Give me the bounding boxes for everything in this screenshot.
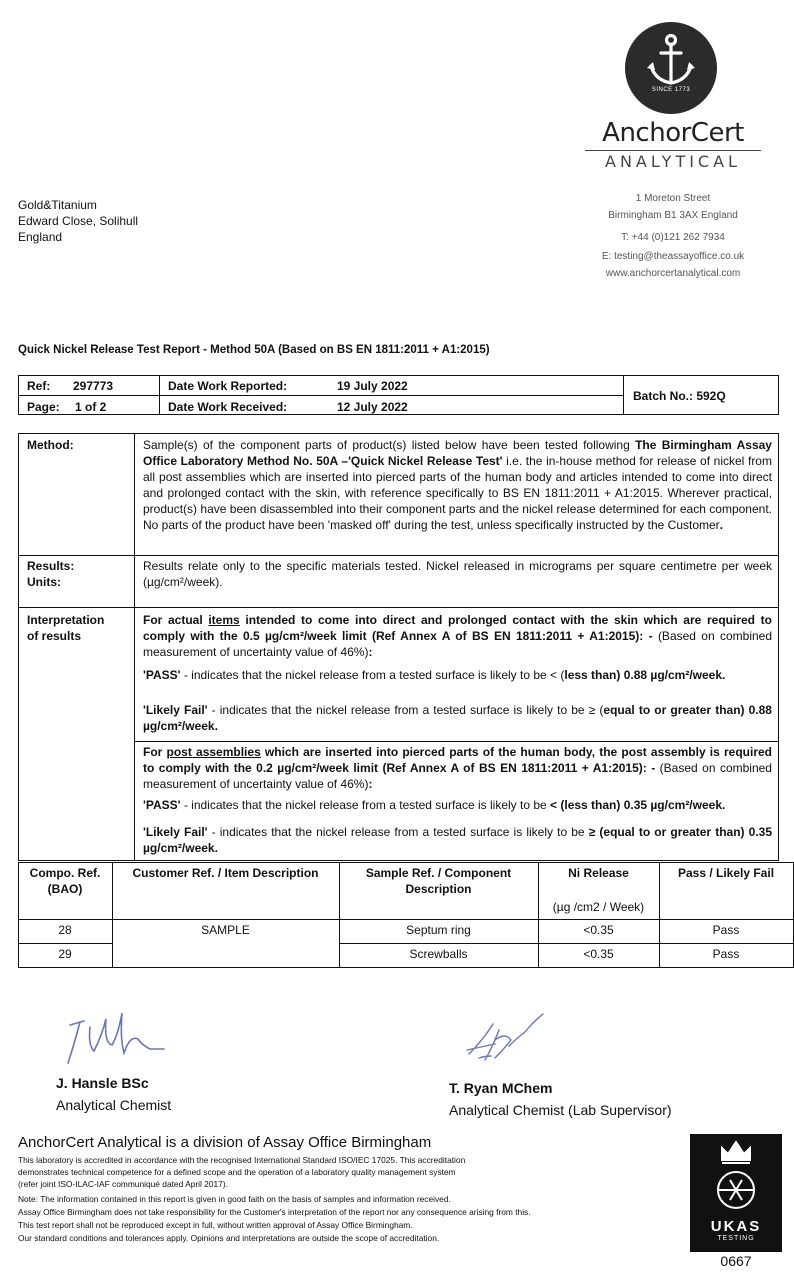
- ukas-word: UKAS: [710, 1218, 762, 1235]
- ref-label: Ref:: [27, 379, 51, 393]
- page-value: 1 of 2: [75, 400, 107, 414]
- date-reported-value: 19 July 2022: [337, 379, 408, 393]
- units-label: Units:: [27, 575, 61, 589]
- sample-cell: Screwballs: [409, 947, 468, 961]
- items-pass-definition: 'PASS' - indicates that the nickel release from a tested surface is likely to be < (less than) 0.88 µg/cm²/week.: [143, 668, 726, 682]
- signatory-title-2: Analytical Chemist (Lab Supervisor): [449, 1102, 672, 1118]
- ni-release-cell: <0.35: [583, 923, 614, 937]
- signatory-title-1: Analytical Chemist: [56, 1097, 172, 1113]
- compo-ref-cell: 29: [58, 947, 72, 961]
- customer-ref-cell: SAMPLE: [201, 923, 250, 937]
- method-label: Method:: [27, 438, 74, 452]
- logo-since-text: SINCE 1773: [651, 87, 691, 93]
- date-received-label: Date Work Received:: [168, 400, 288, 414]
- signatory-name-1: J. Hansle BSc: [56, 1075, 149, 1091]
- brand-divider: [585, 150, 761, 151]
- results-text: Results relate only to the specific materials tested. Nickel released in micrograms per square centimetre per week (µg/cm²/week).: [143, 559, 772, 589]
- sample-cell: Septum ring: [406, 923, 471, 937]
- page-label: Page:: [27, 400, 60, 414]
- anchor-logo: [625, 22, 717, 114]
- interpretation-label: Interpretation: [27, 613, 105, 627]
- address-line: 1 Moreton Street: [635, 193, 711, 204]
- signature-ryan: [455, 1010, 555, 1070]
- footer-note: Note: The information contained in this report is given in good faith on the basis of samples and information received.: [18, 1194, 451, 1204]
- website: www.anchorcertanalytical.com: [605, 268, 741, 279]
- recipient-line: England: [18, 230, 63, 244]
- address-line: Birmingham B1 3AX England: [608, 210, 738, 221]
- report-title: Quick Nickel Release Test Report - Method 50A (Based on BS EN 1811:2011 + A1:2015): [18, 344, 490, 356]
- col-header-ni-units: (µg /cm2 / Week): [552, 900, 645, 914]
- crown-icon: [690, 1134, 782, 1218]
- col-header-customer-ref: Customer Ref. / Item Description: [132, 866, 319, 880]
- col-header-sample-ref: Sample Ref. / Component Description: [365, 866, 512, 896]
- batch-number: Batch No.: 592Q: [633, 389, 726, 403]
- result-cell: Pass: [712, 923, 740, 937]
- footer-note: Assay Office Birmingham does not take responsibility for the Customer's interpretation of the report nor any consequence arising from this.: [18, 1207, 531, 1217]
- results-label: Results:: [27, 559, 75, 573]
- footer-note: demonstrates technical competence for a defined scope and the operation of a laboratory quality management system: [18, 1167, 456, 1177]
- brand-subtitle: ANALYTICAL: [605, 152, 741, 171]
- brand-name: AnchorCert: [602, 118, 744, 148]
- method-text: Sample(s) of the component parts of product(s) listed below have been tested following The Birmingham Assay Office Laboratory Method No. 50A –'Quick Nickel Release Test' i.e. the in-house method for release of nickel from all post assemblies which are inserted into pierced parts of the human body and articles intended to come into direct and prolonged contact with the skin, with reference specifically to BS EN 1811:2011 + A1:2015. Wherever practical, product(s) have been disassembled into their component parts and the nickel release determined for each component. No parts of the product have been 'masked off' during the test, unless specifically instructed by the Customer.: [143, 438, 772, 532]
- post-fail-definition: 'Likely Fail' - indicates that the nickel release from a tested surface is likely to be ≥ (equal to or greater than) 0.35 µg/cm²/week.: [143, 825, 772, 855]
- ni-release-cell: <0.35: [583, 947, 614, 961]
- anchor-icon: [625, 22, 717, 114]
- reference-table: [18, 375, 779, 415]
- footer-note: (refer joint ISO-ILAC-IAF communiqué dated April 2017).: [18, 1179, 228, 1189]
- col-header-pass-fail: Pass / Likely Fail: [677, 866, 775, 880]
- items-fail-definition: 'Likely Fail' - indicates that the nickel release from a tested surface is likely to be ≥ (equal to or greater than) 0.88 µg/cm²/week.: [143, 703, 772, 733]
- signatory-name-2: T. Ryan MChem: [449, 1080, 553, 1096]
- interpretation-label-2: of results: [27, 629, 82, 643]
- footer-note: This test report shall not be reproduced except in full, without written approval of Assay Office Birmingham.: [18, 1220, 413, 1230]
- post-pass-definition: 'PASS' - indicates that the nickel release from a tested surface is likely to be < (less than) 0.35 µg/cm²/week.: [143, 798, 726, 812]
- col-header-compo-ref: Compo. Ref. (BAO): [29, 866, 101, 896]
- results-table: [18, 862, 794, 968]
- col-header-ni-release: Ni Release: [568, 866, 629, 880]
- footer-note: Our standard conditions and tolerances apply. Opinions and interpretations are outside the scope of accreditation.: [18, 1233, 440, 1243]
- phone: T: +44 (0)121 262 7934: [621, 232, 725, 243]
- ukas-number: 0667: [720, 1253, 752, 1269]
- items-criteria: For actual items intended to come into direct and prolonged contact with the skin which are required to comply with the 0.5 µg/cm²/week limit (Ref Annex A of BS EN 1811:2011 + A1:2015): - (Based on combined measurement of uncertainty value of 46%):: [143, 613, 773, 659]
- signature-hansle: [60, 1005, 180, 1070]
- ref-value: 297773: [73, 379, 114, 393]
- recipient-line: Gold&Titanium: [18, 198, 97, 212]
- footer-note: This laboratory is accredited in accordance with the recognised International Standard ISO/IEC 17025. This accreditation: [18, 1155, 466, 1165]
- compo-ref-cell: 28: [58, 923, 72, 937]
- recipient-line: Edward Close, Solihull: [18, 214, 139, 228]
- post-assemblies-criteria: For post assemblies which are inserted into pierced parts of the human body, the post assembly is required to comply with the 0.2 µg/cm²/week limit (Ref Annex A of BS EN 1811:2011 + A1:2015): - (Based on combined measurement of uncertainty value of 46%):: [143, 745, 772, 791]
- result-cell: Pass: [712, 947, 740, 961]
- date-received-value: 12 July 2022: [337, 400, 408, 414]
- ukas-sub: TESTING: [717, 1235, 755, 1242]
- date-reported-label: Date Work Reported:: [168, 379, 288, 393]
- footer-heading: AnchorCert Analytical is a division of Assay Office Birmingham: [18, 1134, 432, 1151]
- ukas-logo: [690, 1134, 782, 1252]
- method-section: [18, 433, 779, 861]
- email: E: testing@theassayoffice.co.uk: [601, 251, 745, 262]
